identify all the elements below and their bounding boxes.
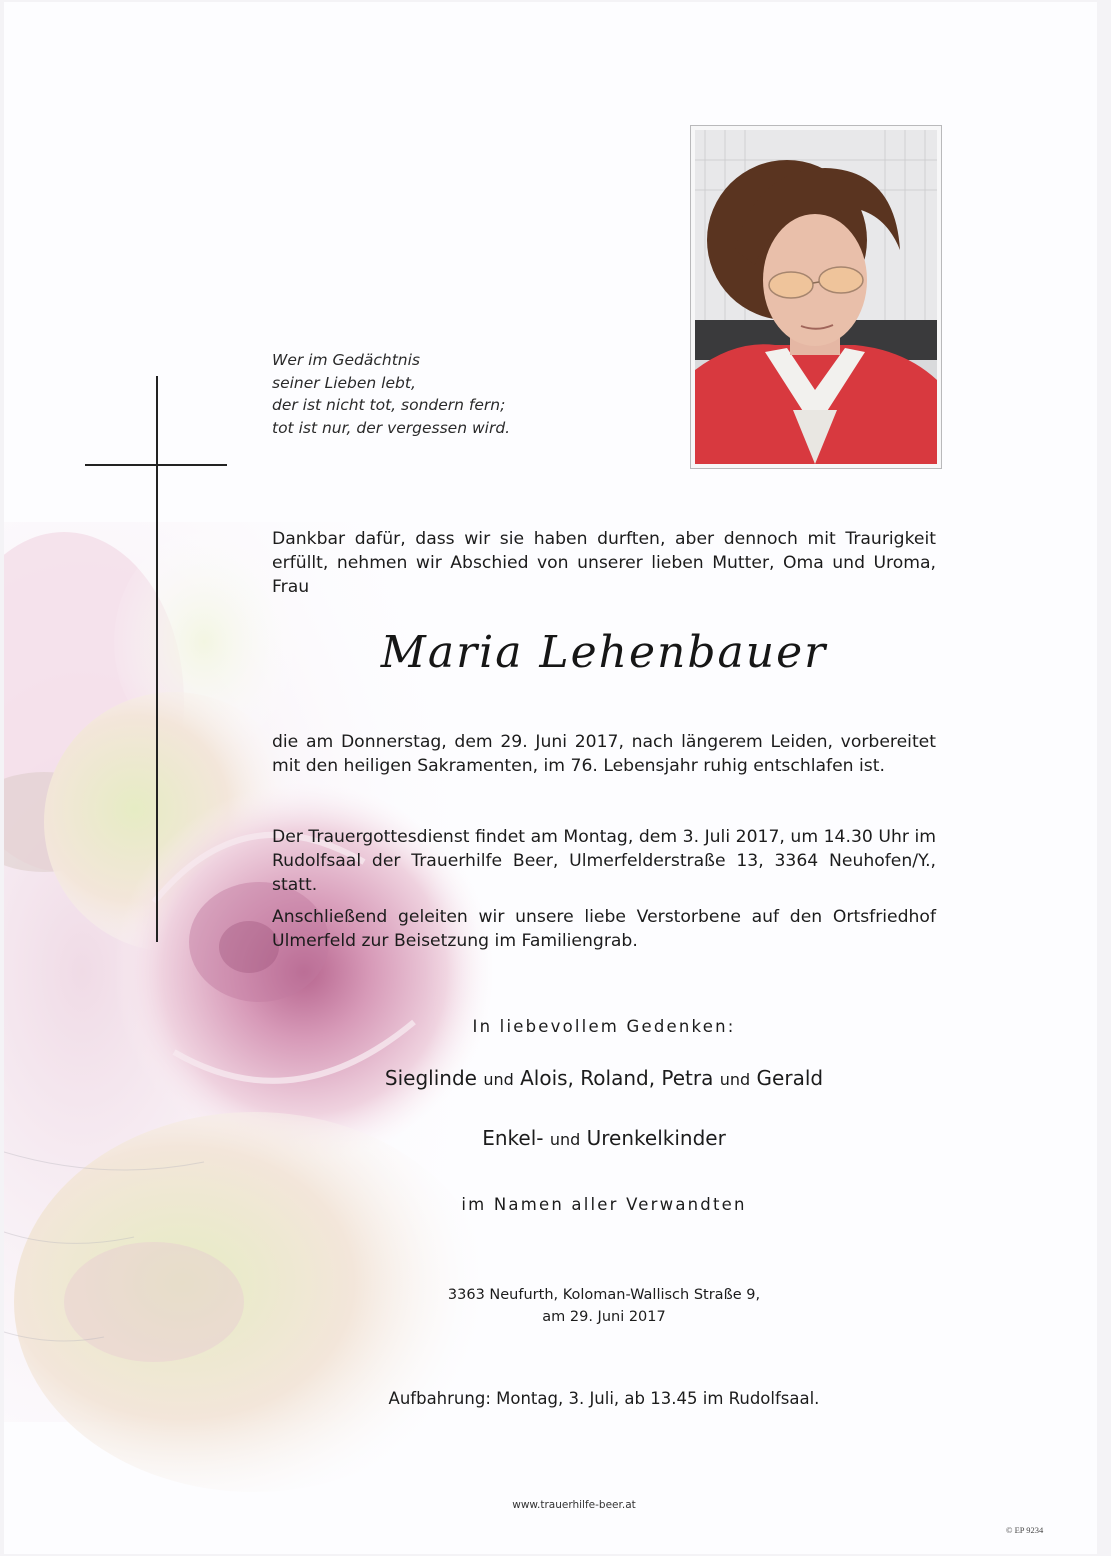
conjunction: und	[549, 1130, 581, 1149]
portrait-frame	[690, 125, 942, 469]
conjunction: und	[483, 1070, 514, 1089]
family-name: Urenkelkinder	[586, 1126, 726, 1150]
address-date: am 29. Juni 2017	[542, 1309, 666, 1325]
cross-vertical-bar	[156, 376, 158, 942]
service-paragraph: Der Trauergottesdienst findet am Montag, dem 3. Juli 2017, um 14.30 Uhr im Rudolfsaal der Trauerhilfe Beer, Ulmerfelderstraße 13, 3364 Neuhofen/Y., statt.	[272, 827, 936, 895]
quote-line: Wer im Gedächtnis	[272, 351, 421, 369]
deceased-name: Maria Lehenbauer	[380, 627, 828, 678]
mourners-heading: In liebevollem Gedenken:	[472, 1017, 736, 1036]
conjunction: und	[719, 1070, 751, 1089]
family-name: Sieglinde	[384, 1066, 477, 1090]
burial-paragraph: Anschließend geleiten wir unsere liebe Verstorbene auf den Ortsfriedhof Ulmerfeld zur Beisetzung im Familiengrab.	[272, 907, 936, 951]
grandchildren-line	[272, 1126, 936, 1150]
quote-line: der ist nicht tot, sondern fern;	[272, 396, 506, 414]
family-name: Alois, Roland, Petra	[520, 1066, 714, 1090]
address-block	[272, 1284, 936, 1328]
website-link[interactable]: www.trauerhilfe-beer.at	[512, 1499, 636, 1511]
intro-paragraph: Dankbar dafür, dass wir sie haben durften, aber dennoch mit Traurigkeit erfüllt, nehmen wir Abschied von unserer lieben Mutter, Oma und Uroma, Frau	[272, 529, 936, 597]
address-line: 3363 Neufurth, Koloman-Wallisch Straße 9,	[447, 1287, 761, 1303]
quote-line: seiner Lieben lebt,	[272, 373, 416, 392]
relatives-line: im Namen aller Verwandten	[461, 1195, 747, 1214]
memorial-quote	[272, 349, 510, 439]
product-code: © EP 9234	[1006, 1525, 1044, 1535]
viewing-info: Aufbahrung: Montag, 3. Juli, ab 13.45 im Rudolfsaal.	[388, 1389, 820, 1408]
portrait-photo	[695, 130, 937, 464]
family-names-line	[272, 1066, 936, 1090]
obituary-page	[4, 2, 1097, 1554]
cross-horizontal-bar	[85, 464, 227, 466]
death-notice-paragraph: die am Donnerstag, dem 29. Juni 2017, nach längerem Leiden, vorbereitet mit den heiligen Sakramenten, im 76. Lebensjahr ruhig entschlafen ist.	[272, 732, 936, 776]
quote-line: tot ist nur, der vergessen wird.	[272, 418, 511, 437]
family-name: Gerald	[756, 1066, 824, 1090]
family-name: Enkel-	[482, 1126, 544, 1150]
